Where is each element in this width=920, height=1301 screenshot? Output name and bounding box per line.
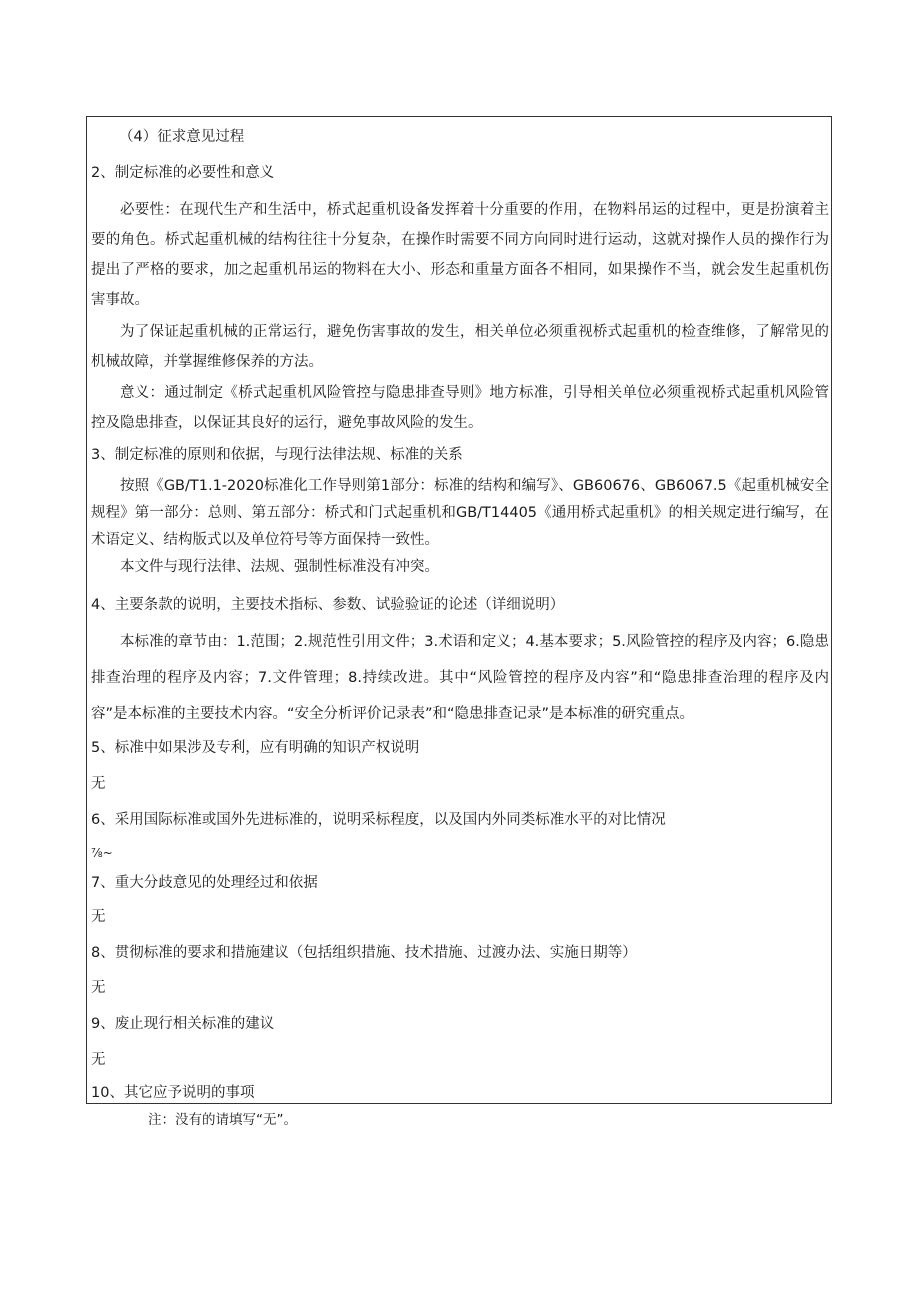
form-table-frame [86,116,832,1104]
section-2-paragraph-maintenance: 为了保证起重机械的正常运行，避免伤害事故的发生，相关单位必须重视桥式起重机的检查维修，了解常见的机械故障，并掌握维修保养的方法。 [91,324,829,370]
section-9-heading: 9、废止现行相关标准的建议 [91,1016,275,1032]
section-3-paragraph-basis: 按照《GB/T1.1-2020标准化工作导则第1部分：标准的结构和编写》、GB60676、GB6067.5《起重机械安全规程》第一部分：总则、第五部分：桥式和门式起重机和GB/T14405《通用桥式起重机》的相关规定进行编写，在术语定义、结构版式以及单位符号等方面保持一致性。 [91,478,829,548]
section-6-answer: ⅞~ [91,846,113,860]
section-8-heading: 8、贯彻标准的要求和措施建议（包括组织措施、技术措施、过渡办法、实施日期等） [91,945,637,961]
section-7-answer: 无 [91,909,106,925]
footnote: 注：没有的请填写“无”。 [148,1112,297,1128]
section-3-paragraph-conflict: 本文件与现行法律、法规、强制性标准没有冲突。 [120,559,439,575]
section-5-answer: 无 [91,776,106,792]
section-2-paragraph-necessity: 必要性：在现代生产和生活中，桥式起重机设备发挥着十分重要的作用，在物料吊运的过程中，更是扮演着主要的角色。桥式起重机械的结构往往十分复杂，在操作时需要不同方向同时进行运动，这就对操作人员的操作行为提出了严格的要求，加之起重机吊运的物料在大小、形态和重量方面各不相同，如果操作不当，就会发生起重机伤害事故。 [91,202,829,308]
section-8-answer: 无 [91,980,106,996]
section-4-heading: 4、主要条款的说明，主要技术指标、参数、试验验证的论述（详细说明） [91,597,565,613]
section-4-paragraph-chapters: 本标准的章节由：1.范围；2.规范性引用文件；3.术语和定义；4.基本要求；5.风险管控的程序及内容；6.隐患排查治理的程序及内容；7.文件管理；8.持续改进。其中“风险管控的程序及内容”和“隐患排查治理的程序及内容”是本标准的主要技术内容。“安全分析评价记录表”和“隐患排查记录”是本标准的研究重点。 [91,634,829,722]
section-2-heading: 2、制定标准的必要性和意义 [91,165,275,181]
section-3-heading: 3、制定标准的原则和依据，与现行法律法规、标准的关系 [91,447,463,463]
section-6-heading: 6、采用国际标准或国外先进标准的，说明采标程度，以及国内外同类标准水平的对比情况 [91,812,666,828]
section-7-heading: 7、重大分歧意见的处理经过和依据 [91,875,318,891]
section-2-paragraph-significance: 意义：通过制定《桥式起重机风险管控与隐患排查导则》地方标准，引导相关单位必须重视桥式起重机风险管控及隐患排查，以保证其良好的运行，避免事故风险的发生。 [91,385,829,431]
section-5-heading: 5、标准中如果涉及专利，应有明确的知识产权说明 [91,740,420,756]
section-4-4-heading: （4）征求意见过程 [119,129,245,145]
section-10-heading: 10、其它应予说明的事项 [91,1085,255,1101]
section-9-answer: 无 [91,1052,106,1068]
